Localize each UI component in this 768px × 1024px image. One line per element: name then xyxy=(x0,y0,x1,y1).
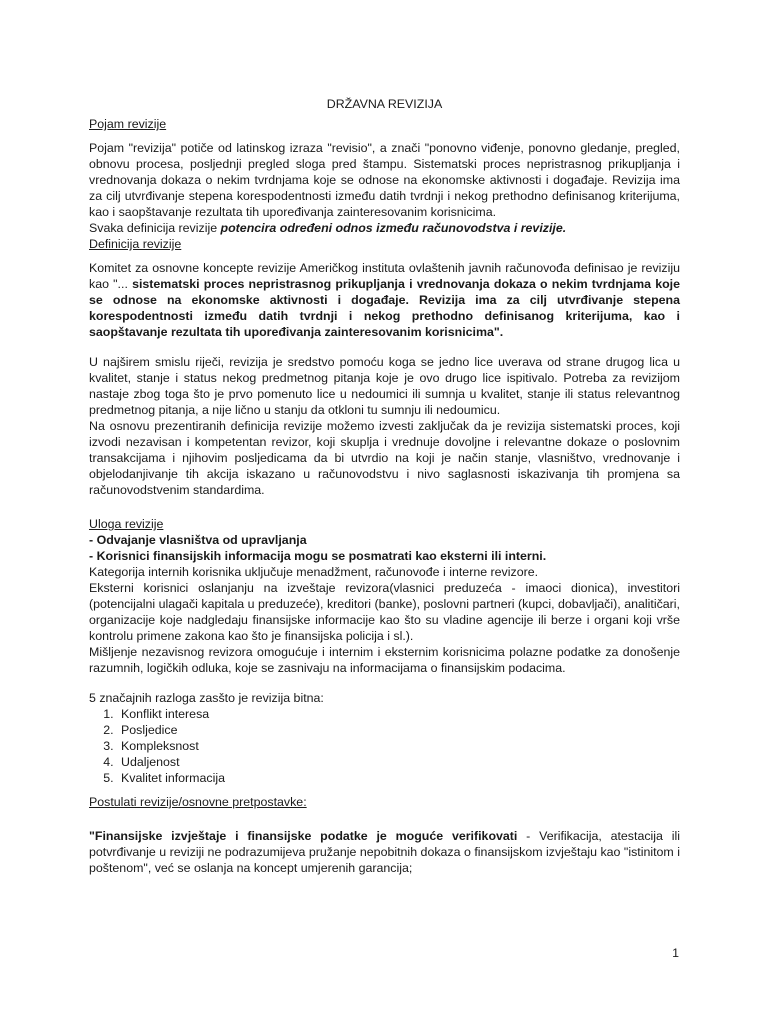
pojam-paragraph-1: Pojam "revizija" potiče od latinskog izraza "revisio", a znači "ponovno viđenje, ponovno gledanje, pregled, obnovu procesa, posljednji pregled sloga pred štampu. Sistematski proces nepristrasnog prikupljanja i vrednovanja dokaza o nekim tvrdnjama koje se odnose na ekonomske aktivnosti i događaje. Revizija ima za cilj utvrđivanje stepena korespodentnosti između datih tvrdnji i nekog prethodno definisanog kriterijuma, kao i saopštavanje rezultata tih upoređivanja zainteresovanim korisnicima. xyxy=(89,141,680,219)
list-item: 3. Kompleksnost xyxy=(117,738,680,754)
postulati-p1-text: - Verifikacija, atestacija ili potvrđivanje u reviziji ne podrazumijeva pružanje nepobitnih dokaza o finansijskom izvještaju kao "istinitom i poštenom", već se oslanja na koncept umjerenih garancija; xyxy=(89,829,680,875)
list-item: 4. Udaljenost xyxy=(117,754,680,770)
pojam-paragraph-2 xyxy=(89,220,680,236)
pojam-p2-text: Svaka definicija revizije xyxy=(89,221,221,235)
definicija-p1-quote: sistematski proces nepristrasnog prikupljanja i vrednovanja dokaza o nekim tvrdnjama koje se odnose na ekonomske aktivnosti i događaje. Revizija ima za cilj utvrđivanje stepena korespodentnosti između datih tvrdnji i nekog prethodno definisanog kriterijuma, kao i saopštavanje rezultata tih upoređivanja zainteresovanim korisnicima". xyxy=(89,277,680,339)
razlozi-list xyxy=(89,706,680,786)
postulati-paragraph-1 xyxy=(89,828,680,876)
definicija-p1-text: Komitet za osnovne koncepte revizije Američkog instituta ovlaštenih javnih računovođa definisao je reviziju kao "... xyxy=(89,261,680,291)
document-title: DRŽAVNA REVIZIJA xyxy=(326,97,443,111)
pojam-p2-emphasis: potencira određeni odnos između računovodstva i revizije. xyxy=(220,221,567,235)
definicija-paragraph-3: Na osnovu prezentiranih definicija revizije možemo izvesti zaključak da je revizija sistematski proces, koji izvodi nezavisan i kompetentan revizor, koji skuplja i vrednuje dovoljne i relevantne dokaze o poslovnim transakcijama i njihovim posljedicama da bi utvrdio na koji je način stanje, vlasništvo, vrednovanje i objelodanjivanje tih akcija iskazano u računovodstvu i nivo saglasnosti iskazivanja tih promjena sa računovodstvenim standardima. xyxy=(89,419,680,497)
razlozi-intro: 5 značajnih razloga zasšto je revizija bitna: xyxy=(89,691,324,705)
document-body xyxy=(89,96,680,876)
section-heading-pojam: Pojam revizije xyxy=(89,117,167,131)
list-item: 1. Konflikt interesa xyxy=(117,706,680,722)
uloga-bullet-2: - Korisnici finansijskih informacija mogu se posmatrati kao eksterni ili interni. xyxy=(89,549,547,563)
list-item: 5. Kvalitet informacija xyxy=(117,770,680,786)
section-heading-definicija: Definicija revizije xyxy=(89,237,182,251)
list-item: 2. Posljedice xyxy=(117,722,680,738)
page-number: 1 xyxy=(672,946,679,960)
definicija-paragraph-2: U najširem smislu riječi, revizija je sredstvo pomoću koga se jedno lice uverava od strane drugog lica u kvalitet, stanje i status nekog predmetnog pitanja koje je ovo drugo lice ispitivalo. Potreba za revizijom nastaje zbog toga što je prvo pomenuto lice u nedoumici ili sumnja u kvalitet, stanje ili status relevantnog predmetnog pitanja, a nije lično u stanju da otkloni tu sumnju ili nedoumicu. xyxy=(89,355,680,417)
definicija-paragraph-1 xyxy=(89,260,680,340)
uloga-bullet-1: - Odvajanje vlasništva od upravljanja xyxy=(89,533,307,547)
uloga-paragraph-1: Kategorija internih korisnika uključuje menadžment, računovođe i interne revizore. xyxy=(89,565,539,579)
uloga-paragraph-3: Mišljenje nezavisnog revizora omogućuje i internim i eksternim korisnicima polazne podatke za donošenje razumnih, logičkih odluka, koje se zasnivaju na informacijama o finansijskim podacima. xyxy=(89,645,680,675)
postulati-p1-bold: "Finansijske izvještaje i finansijske podatke je moguće verifikovati xyxy=(89,829,518,843)
uloga-paragraph-2: Eksterni korisnici oslanjanju na izveštaje revizora(vlasnici preduzeća - imaoci dionica), investitori (potencijalni ulagači kapitala u preduzeće), kreditori (banke), poslovni partneri (kupci, dobavljači), analitičari, organizacije koje nadgledaju finansijske informacije kao što su vladine agencije ili berze i organi koji vrše kontrolu primene zakona kao što je finansijska policija i sl.). xyxy=(89,581,680,643)
section-heading-uloga: Uloga revizije xyxy=(89,517,164,531)
section-heading-postulati: Postulati revizije/osnovne pretpostavke: xyxy=(89,795,307,809)
